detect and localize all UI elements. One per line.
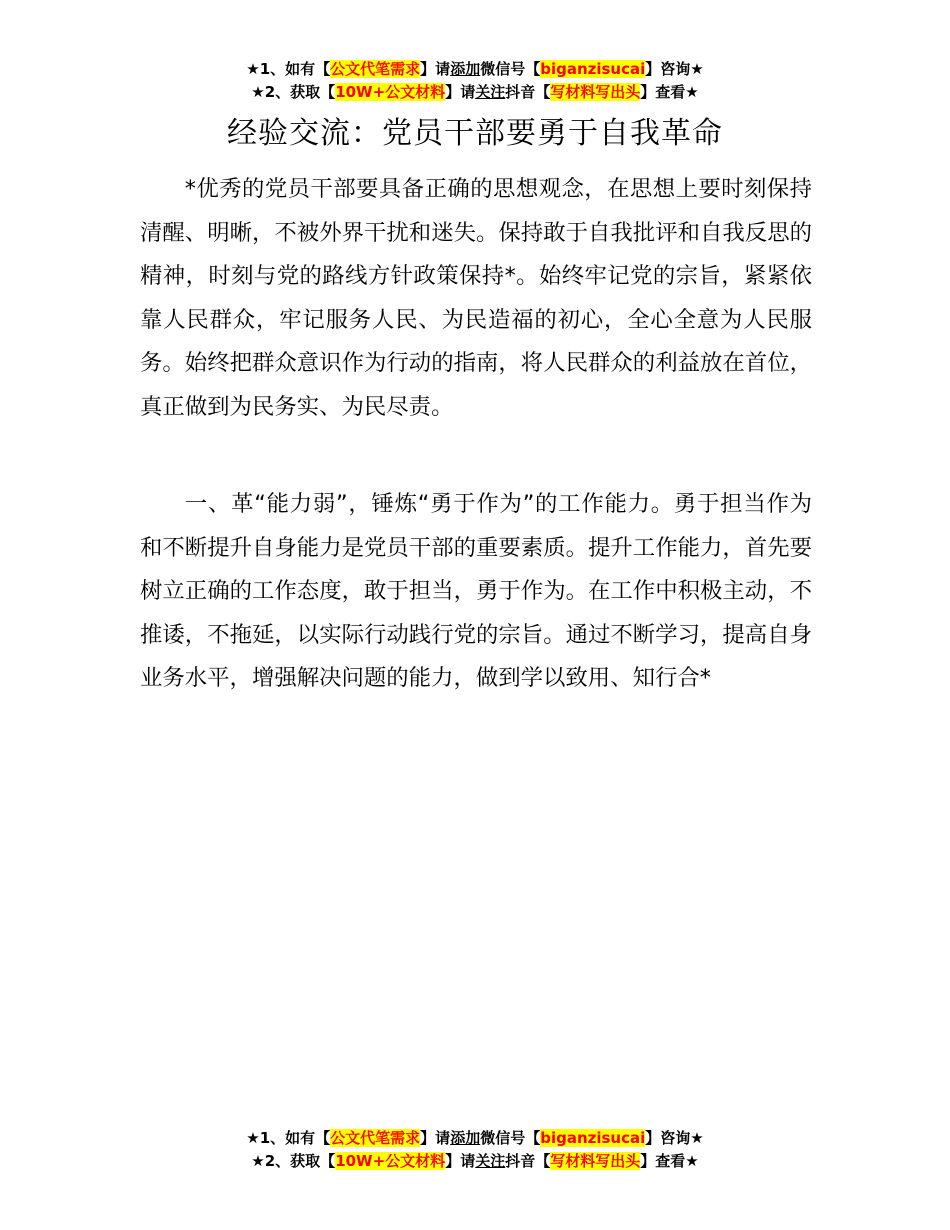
highlight-materials-text: 10W+公文材料 — [335, 83, 446, 101]
body-paragraph-1: *优秀的党员干部要具备正确的思想观念，在思想上要时刻保持清醒、明晰，不被外界干扰和迷失。保持敢于自我批评和自我反思的精神，时刻与党的路线方针政策保持*。始终牢记党的宗旨，紧紧依靠人民群众，牢记服务人民、为民造福的初心，全心全意为人民服务。始终把群众意识作为行动的指南，将人民群众的利益放在首位，真正做到为民务实、为民尽责。 — [140, 176, 812, 420]
highlight-douyin-account: 写材料写出头 — [550, 1152, 641, 1170]
footer-banner — [0, 1127, 950, 1173]
document-title: 经验交流：党员干部要勇于自我革命 — [227, 116, 723, 151]
highlight-wechat-id: biganzisucai — [540, 60, 646, 78]
highlight-service-text: 公文代笔需求 — [330, 1129, 421, 1147]
footer-banner-line-1: ★1、如有【公文代笔需求】请添加微信号【biganzisucai】咨询★ — [246, 1129, 704, 1147]
header-banner-line-1: ★1、如有【公文代笔需求】请添加微信号【biganzisucai】咨询★ — [246, 60, 704, 78]
body-paragraph-2: 一、革“能力弱”，锤炼“勇于作为”的工作能力。勇于担当作为和不断提升自身能力是党员干部的重要素质。提升工作能力，首先要树立正确的工作态度，敢于担当，勇于作为。在工作中积极主动，不推诿，不拖延，以实际行动践行党的宗旨。通过不断学习，提高自身业务水平，增强解决问题的能力，做到学以致用、知行合* — [140, 491, 812, 691]
header-banner — [0, 58, 950, 104]
highlight-douyin-account: 写材料写出头 — [550, 83, 641, 101]
highlight-service-text: 公文代笔需求 — [330, 60, 421, 78]
header-banner-line-2: ★2、获取【10W+公文材料】请关注抖音【写材料写出头】查看★ — [251, 83, 699, 101]
footer-banner-line-2: ★2、获取【10W+公文材料】请关注抖音【写材料写出头】查看★ — [251, 1152, 699, 1170]
highlight-wechat-id: biganzisucai — [540, 1129, 646, 1147]
highlight-materials-text: 10W+公文材料 — [335, 1152, 446, 1170]
